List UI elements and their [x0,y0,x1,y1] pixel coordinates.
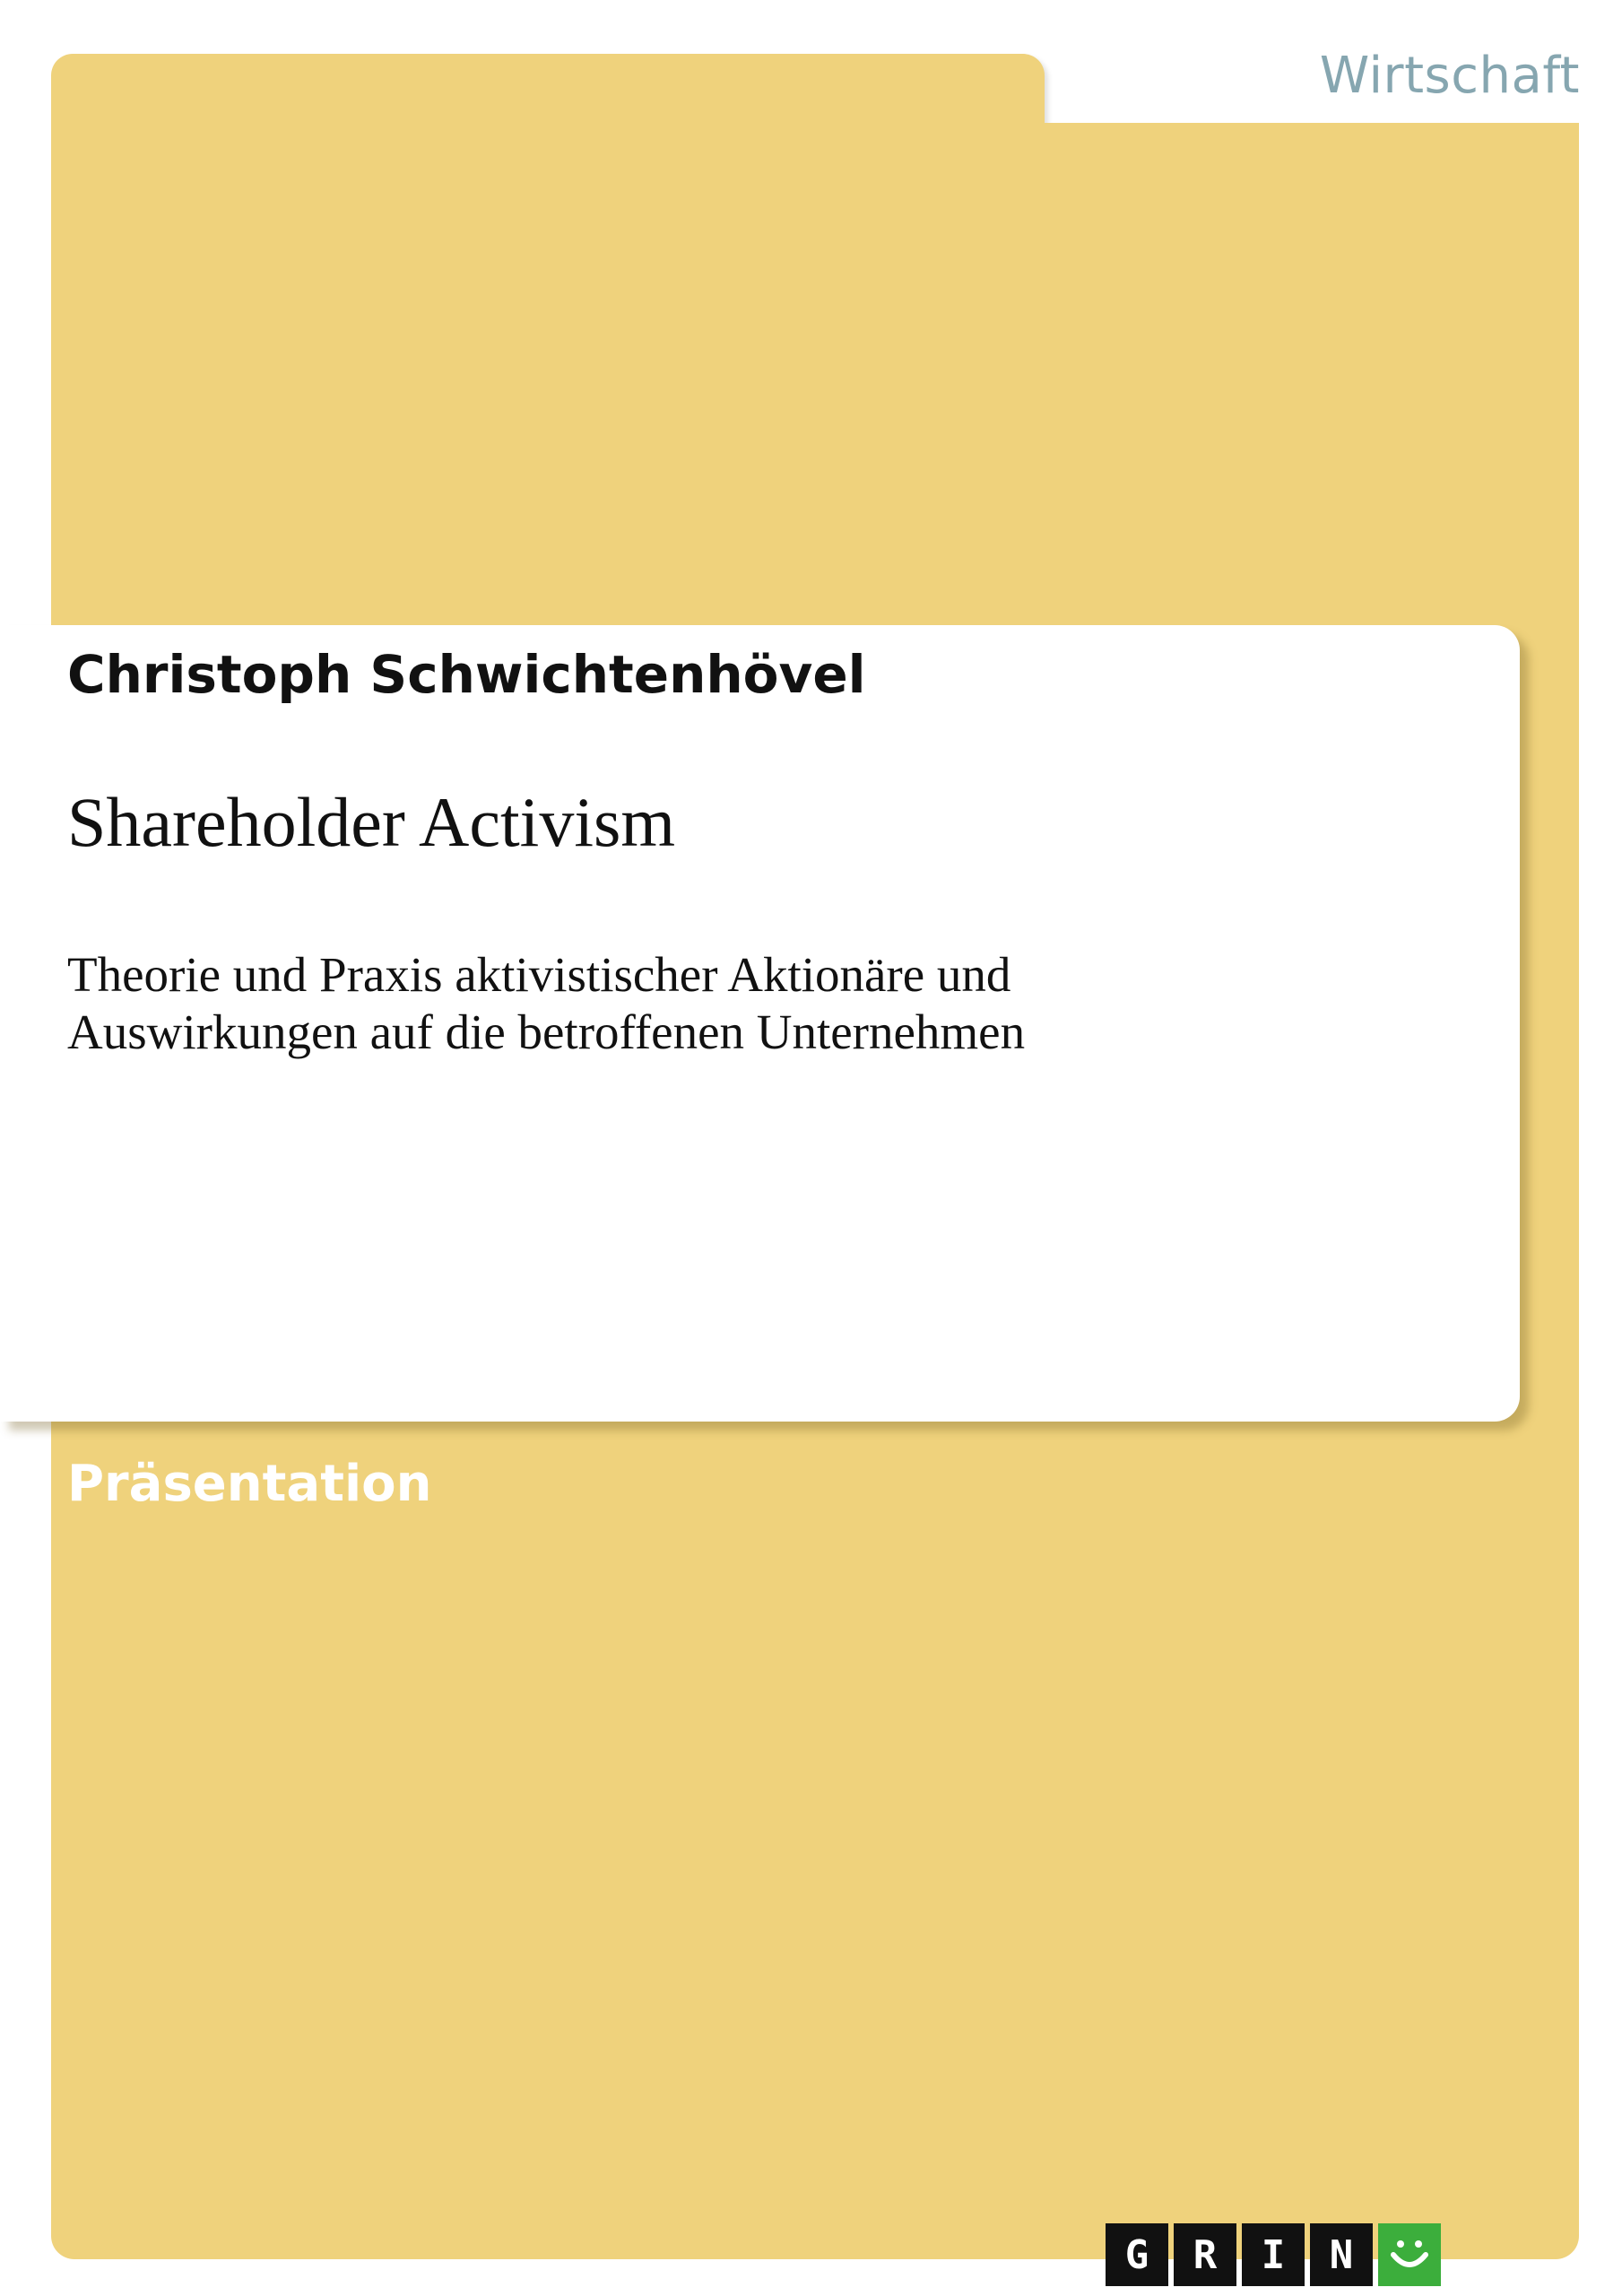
logo-letter: I [1242,2223,1305,2286]
publisher-logo [1106,2223,1441,2286]
subtitle-line: Auswirkungen auf die betroffenen Unternehmen [67,1004,1026,1059]
logo-letter: N [1310,2223,1373,2286]
smiley-icon [1378,2223,1441,2286]
subtitle-line: Theorie und Praxis aktivistischer Aktionäre und [67,947,1011,1002]
logo-letter: R [1174,2223,1236,2286]
book-subtitle [67,946,1466,1061]
author-name: Christoph Schwichtenhövel [67,644,866,705]
category-label: Wirtschaft [1319,47,1580,105]
logo-letter: G [1106,2223,1168,2286]
document-type-label: Präsentation [67,1455,432,1513]
book-title: Shareholder Activism [67,783,676,861]
